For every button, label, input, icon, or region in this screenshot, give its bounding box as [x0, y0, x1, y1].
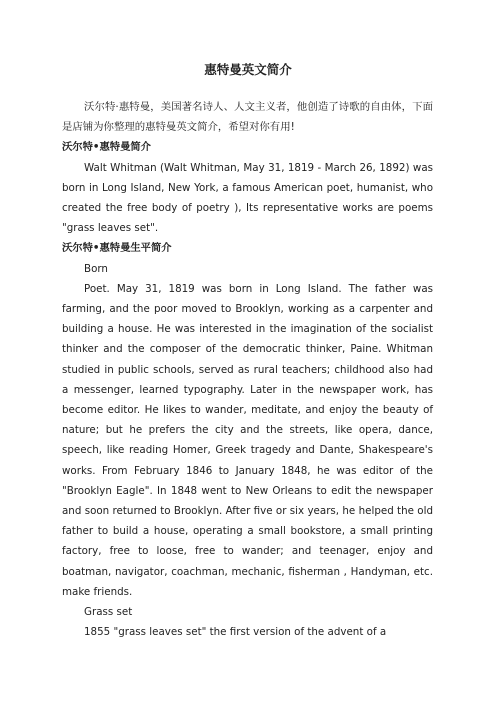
section-heading-life: 沃尔特•惠特曼生平简介: [62, 242, 172, 255]
document-title: 惠特曼英文简介: [204, 62, 292, 77]
grass-set-paragraph: 1855 "grass leaves set" the first version of the advent of a: [84, 626, 387, 639]
section-heading-brief: 沃尔特•惠特曼简介: [62, 141, 151, 154]
life-paragraph: Poet. May 31, 1819 was born in Long Island. The father was farming, and the poor moved to Brooklyn, working as a carpenter and building a house. He was interested in the imagination of the socialist thinker and the composer of the democratic thinker, Paine. Whitman studied in public schools, served as rural teachers; childhood also had a messenger, learned typography. Later in the newspaper work, has become editor. He likes to wander, meditate, and enjoy the beauty of nature; but he prefers the city and the streets, like opera, dance, speech, like reading Homer, Greek tragedy and Dante, Shakespeare's works. From February 1846 to January 1848, he was editor of the "Brooklyn Eagle". In 1848 went to New Orleans to edit the newspaper and soon returned to Brooklyn. After five or six years, he helped the old father to build a house, operating a small bookstore, a small printing factory, free to loose, free to wander; and teenager, enjoy and boatman, navigator, coachman, mechanic, fisherman , Handyman, etc. make friends.: [62, 282, 433, 598]
subheading-grass-set: Grass set: [84, 606, 133, 619]
brief-paragraph: Walt Whitman (Walt Whitman, May 31, 1819 - March 26, 1892) was born in Long Island, New York, a famous American poet, humanist, who created the free body of poetry ), Its representative works are poems "grass leaves set".: [62, 161, 433, 235]
subheading-born: Born: [84, 262, 108, 275]
intro-paragraph: 沃尔特·惠特曼，美国著名诗人、人文主义者，他创造了诗歌的自由体，下面是店铺为你整理的惠特曼英文简介，希望对你有用!: [62, 101, 433, 134]
document-body: [62, 97, 433, 642]
